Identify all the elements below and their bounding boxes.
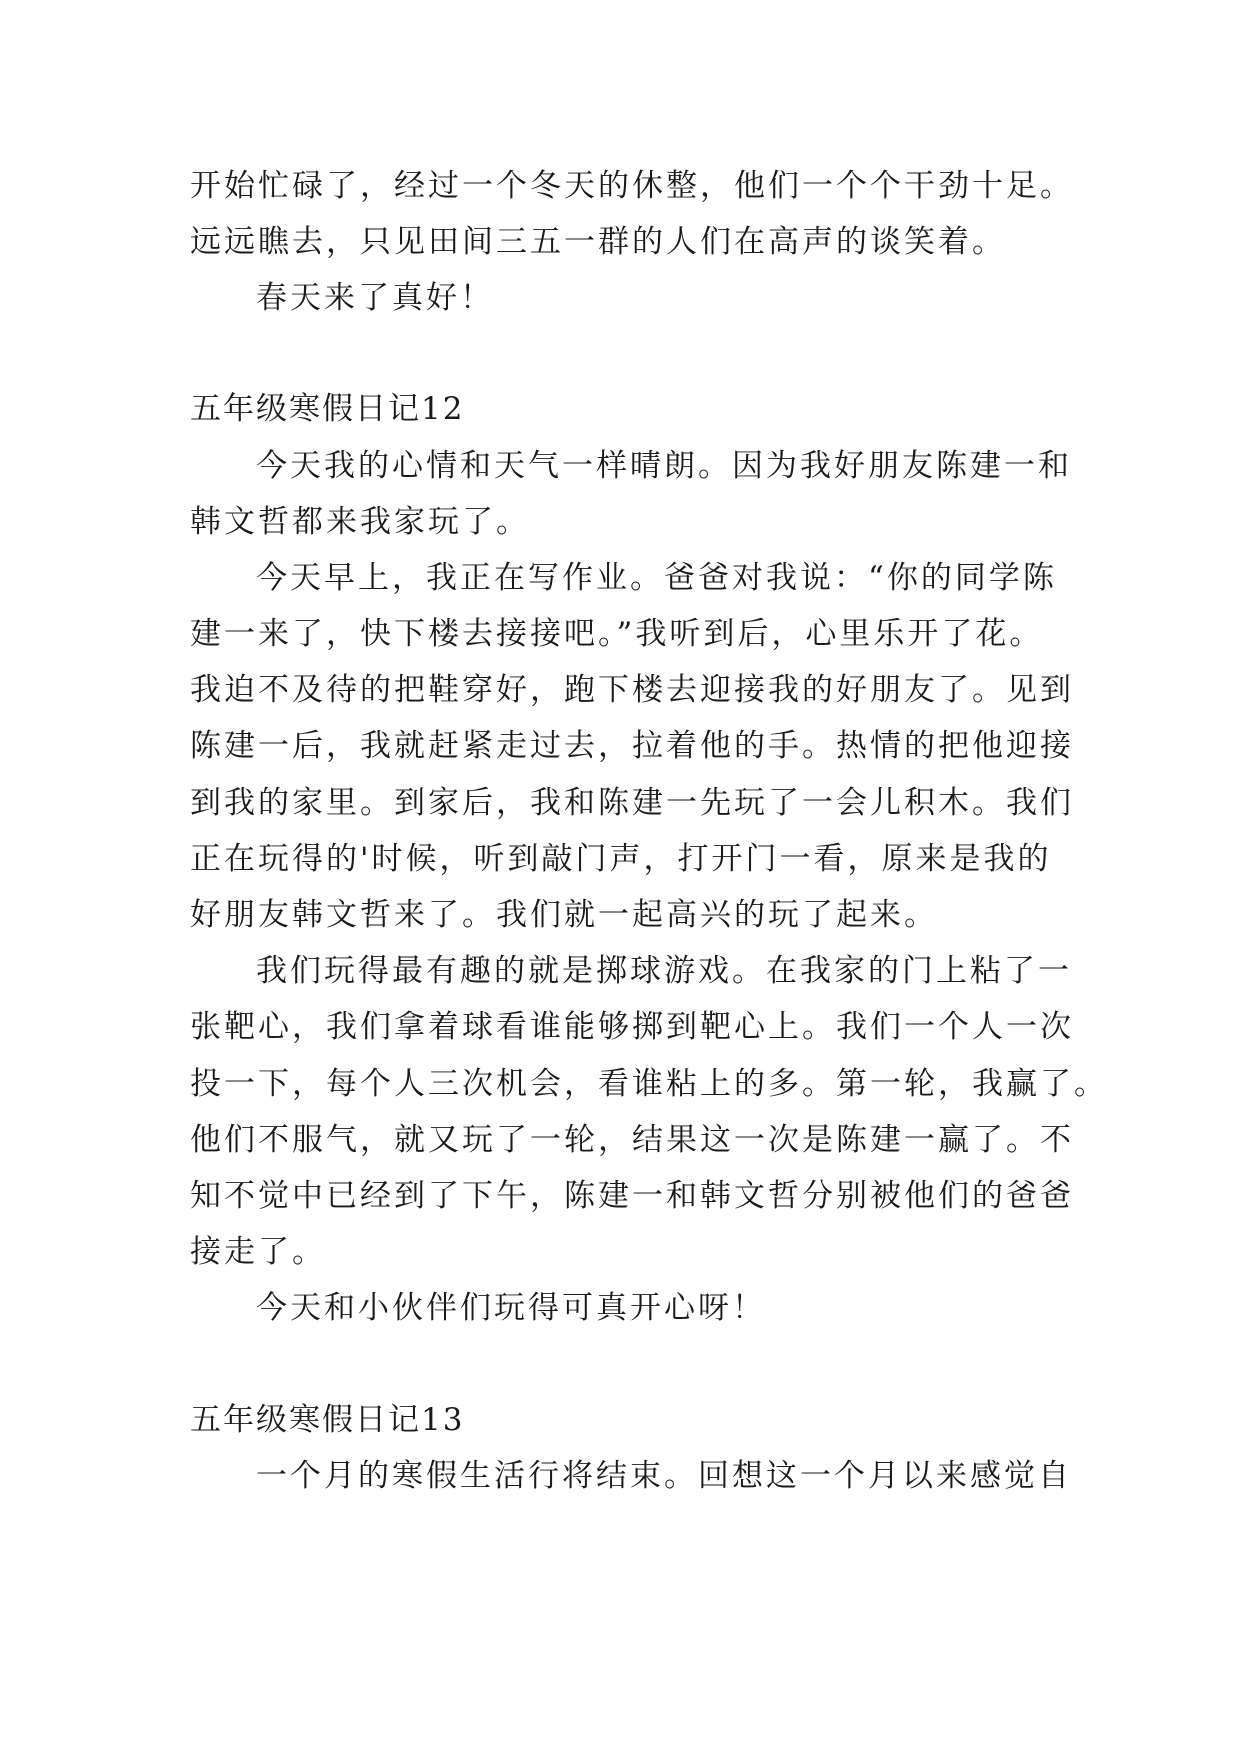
paragraph-line: 他们不服气，就又玩了一轮，结果这一次是陈建一赢了。不: [190, 1122, 1074, 1158]
section-heading: 五年级寒假日记13: [190, 1402, 465, 1438]
paragraph-line: 今天和小伙伴们玩得可真开心呀！: [256, 1290, 766, 1326]
paragraph-line: 知不觉中已经到了下午，陈建一和韩文哲分别被他们的爸爸: [190, 1178, 1074, 1214]
section-heading: 五年级寒假日记12: [190, 391, 465, 427]
paragraph-line: 韩文哲都来我家玩了。: [190, 504, 530, 540]
paragraph-line: 正在玩得的'时候，听到敲门声，打开门一看，原来是我的: [190, 841, 1052, 877]
paragraph-line: 远远瞧去，只见田间三五一群的人们在高声的谈笑着。: [190, 224, 1006, 260]
paragraph-line: 今天早上，我正在写作业。爸爸对我说：“你的同学陈: [256, 560, 1057, 596]
paragraph-line: 我们玩得最有趣的就是掷球游戏。在我家的门上粘了一: [256, 953, 1072, 989]
paragraph-line: 建一来了，快下楼去接接吧。”我听到后，心里乐开了花。: [190, 616, 1044, 652]
paragraph-line: 张靶心，我们拿着球看谁能够掷到靶心上。我们一个人一次: [190, 1009, 1074, 1045]
paragraph-line: 一个月的寒假生活行将结束。回想这一个月以来感觉自: [256, 1458, 1072, 1494]
paragraph-line: 接走了。: [190, 1234, 326, 1270]
paragraph-line: 我迫不及待的把鞋穿好，跑下楼去迎接我的好朋友了。见到: [190, 672, 1074, 708]
paragraph-line: 春天来了真好！: [256, 280, 494, 316]
paragraph-line: 到我的家里。到家后，我和陈建一先玩了一会儿积木。我们: [190, 785, 1074, 821]
paragraph-line: 开始忙碌了，经过一个冬天的休整，他们一个个干劲十足。: [190, 168, 1074, 204]
paragraph-line: 投一下，每个人三次机会，看谁粘上的多。第一轮，我赢了。: [190, 1066, 1108, 1102]
paragraph-line: 好朋友韩文哲来了。我们就一起高兴的玩了起来。: [190, 897, 938, 933]
paragraph-line: 陈建一后，我就赶紧走过去，拉着他的手。热情的把他迎接: [190, 728, 1074, 764]
paragraph-line: 今天我的心情和天气一样晴朗。因为我好朋友陈建一和: [256, 448, 1072, 484]
